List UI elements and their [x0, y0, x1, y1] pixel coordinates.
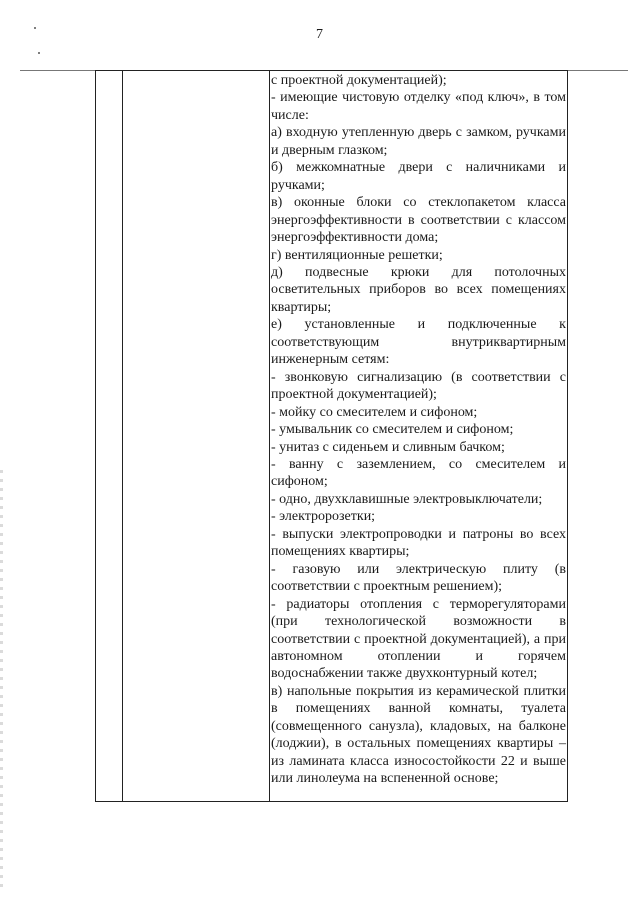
scan-edge-artifact — [0, 470, 3, 890]
table-text-line: - электророзетки; — [271, 509, 376, 525]
table-text-line: б) межкомнатные двери с наличниками и ручками; — [271, 160, 566, 193]
table-cell-finishing-requirements — [271, 72, 566, 788]
scan-speck — [38, 52, 40, 54]
table-column-divider — [122, 71, 123, 801]
table-text-line: а) входную утепленную дверь с замком, ручками и дверным глазком; — [271, 125, 566, 158]
requirements-table — [95, 70, 568, 802]
table-text-line: в) оконные блоки со стеклопакетом класса энергоэффективности в соответствии с классом энергоэффективности дома; — [271, 195, 566, 246]
table-top-rule-right — [568, 70, 628, 71]
table-text-line: - одно, двухклавишные электровыключатели; — [271, 491, 543, 507]
table-text-line: г) вентиляционные решетки; — [271, 247, 443, 263]
table-text-line: - имеющие чистовую отделку «под ключ», в том числе: — [271, 90, 566, 123]
table-text-line: - мойку со смесителем и сифоном; — [271, 404, 478, 420]
page-number: 7 — [316, 27, 323, 42]
scan-speck — [34, 27, 36, 29]
table-text-line: е) установленные и подключенные к соответствующим внутриквартирным инженерным сетям: — [271, 317, 566, 368]
table-text-line: д) подвесные крюки для потолочных осветительных приборов во всех помещениях квартиры; — [271, 264, 566, 315]
table-top-rule-left — [20, 70, 95, 71]
table-text-line: - газовую или электрическую плиту (в соответствии с проектным решением); — [271, 561, 566, 595]
table-text-line: с проектной документацией); — [271, 73, 447, 88]
table-text-line: - унитаз с сиденьем и сливным бачком; — [271, 439, 505, 455]
table-text-line: - звонковую сигнализацию (в соответствии с проектной документацией); — [271, 369, 566, 403]
table-text-line: - выпуски электропроводки и патроны во всех помещениях квартиры; — [271, 526, 566, 560]
table-text-line: - ванну с заземлением, со смесителем и сифоном; — [271, 456, 566, 490]
table-text-line: в) напольные покрытия из керамической плитки в помещениях ванной комнаты, туалета (совмещенного санузла), кладовых, на балконе (лоджии), в остальных помещениях квартиры – из ламината класса износостойкости 22 и выше или линолеума на вспененной основе; — [271, 683, 566, 787]
table-column-divider — [269, 71, 270, 801]
table-text-line: - радиаторы отопления с терморегуляторами (при технологической возможности в соответствии с проектной документацией), а при автономном отоплении и горячем водоснабжении также двухконтурный котел; — [271, 596, 566, 682]
table-text-line: - умывальник со смесителем и сифоном; — [271, 422, 514, 438]
